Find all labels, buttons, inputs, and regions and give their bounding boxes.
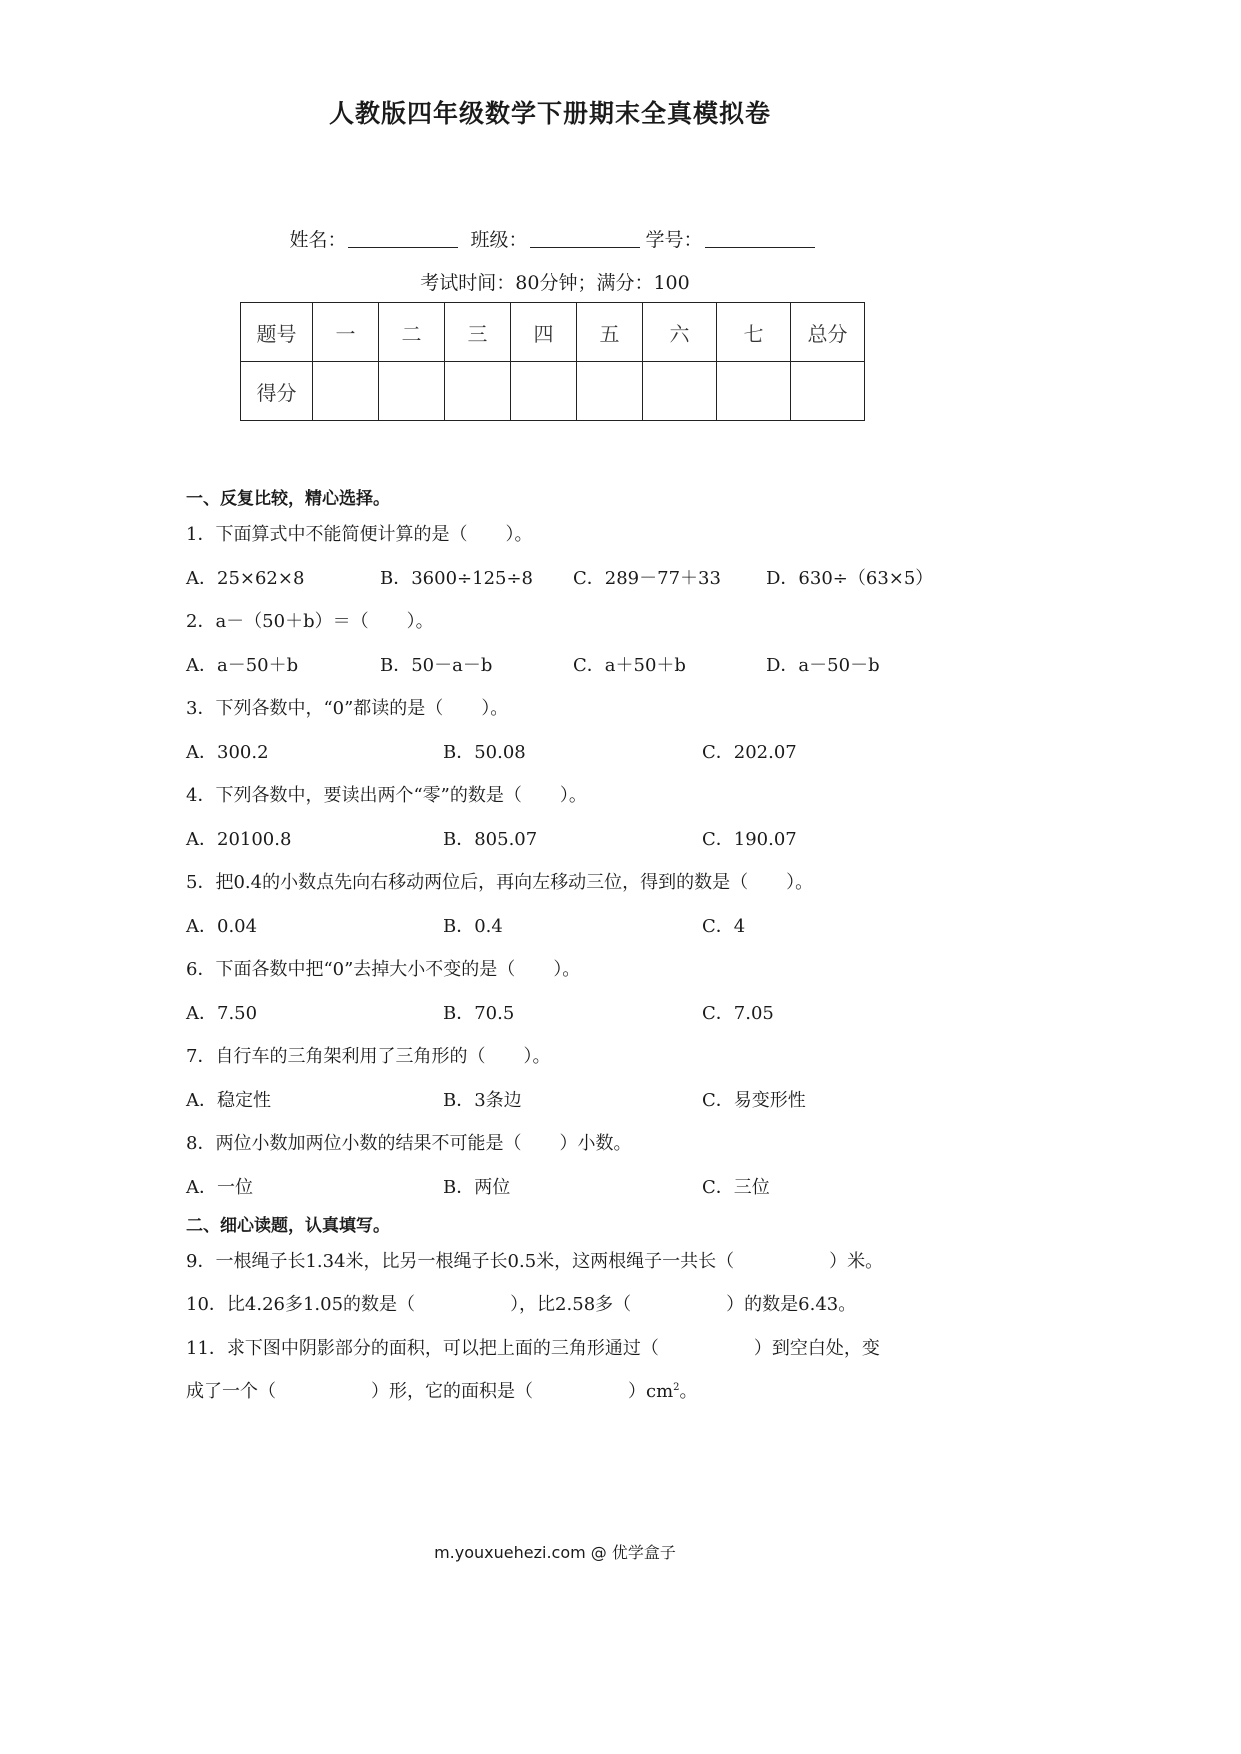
question-text: 4．下列各数中，要读出两个“零”的数是（: [186, 785, 522, 806]
option-b[interactable]: B．0.4: [443, 916, 503, 937]
score-cell[interactable]: [445, 362, 511, 421]
id-label: 学号：: [645, 229, 703, 251]
option-b[interactable]: B．50.08: [443, 742, 526, 763]
option-b[interactable]: B．两位: [443, 1177, 511, 1198]
question-6: [186, 955, 580, 981]
question-text: ）。: [553, 959, 581, 980]
option-c[interactable]: C．4: [702, 916, 746, 937]
question-text: ）cm: [628, 1381, 674, 1402]
score-header-cell: 三: [445, 303, 511, 362]
score-cell[interactable]: [717, 362, 791, 421]
option-c[interactable]: C．202.07: [702, 742, 797, 763]
section-2-title: 二、细心读题，认真填写。: [186, 1216, 390, 1236]
option-a[interactable]: A．稳定性: [186, 1090, 271, 1111]
score-cell[interactable]: [791, 362, 865, 421]
question-text: ）到空白处，变: [753, 1338, 880, 1359]
question-text: ）。: [786, 872, 814, 893]
option-a[interactable]: A．25×62×8: [186, 568, 305, 589]
question-text: 8．两位小数加两位小数的结果不可能是（: [186, 1133, 522, 1154]
option-d[interactable]: D．630÷（63×5）: [766, 568, 934, 589]
option-c[interactable]: C．三位: [702, 1177, 770, 1198]
question-5: [186, 868, 813, 894]
option-c[interactable]: C．a＋50＋b: [573, 655, 686, 676]
option-c[interactable]: C．190.07: [702, 829, 797, 850]
question-text: ）。: [523, 1046, 551, 1067]
exam-info: 考试时间：80分钟；满分：100: [420, 272, 690, 294]
option-c[interactable]: C．易变形性: [702, 1090, 806, 1111]
question-9: [186, 1247, 883, 1273]
id-blank[interactable]: [705, 227, 815, 248]
score-header-cell: 五: [577, 303, 643, 362]
question-text: ）形，它的面积是（: [371, 1381, 533, 1402]
question-text: ）。: [481, 698, 509, 719]
option-d[interactable]: D．a－50－b: [766, 655, 880, 676]
score-cell[interactable]: [511, 362, 577, 421]
score-header-cell: 一: [313, 303, 379, 362]
score-row-label: 得分: [241, 362, 313, 421]
question-text: ）。: [559, 785, 587, 806]
score-cell[interactable]: [379, 362, 445, 421]
superscript: 2: [673, 1382, 680, 1393]
question-text: 11．求下图中阴影部分的面积，可以把上面的三角形通过（: [186, 1338, 659, 1359]
score-header-cell: 六: [643, 303, 717, 362]
question-7: [186, 1042, 550, 1068]
name-blank[interactable]: [348, 227, 458, 248]
question-8: [186, 1129, 631, 1155]
question-text: 5．把0.4的小数点先向右移动两位后，再向左移动三位，得到的数是（: [186, 872, 749, 893]
option-a[interactable]: A．0.04: [186, 916, 258, 937]
question-2: [186, 607, 434, 633]
student-info-line: [0, 225, 1110, 252]
score-cell[interactable]: [643, 362, 717, 421]
class-blank[interactable]: [530, 227, 640, 248]
question-4: [186, 781, 587, 807]
option-a[interactable]: A．20100.8: [186, 829, 292, 850]
score-cell[interactable]: [577, 362, 643, 421]
page-title: 人教版四年级数学下册期末全真模拟卷: [328, 99, 771, 128]
question-text: ）。: [505, 524, 533, 545]
question-text: 成了一个（: [186, 1381, 276, 1402]
option-b[interactable]: B．70.5: [443, 1003, 515, 1024]
score-header-cell: 七: [717, 303, 791, 362]
option-b[interactable]: B．805.07: [443, 829, 538, 850]
score-header-cell: 总分: [791, 303, 865, 362]
option-a[interactable]: A．7.50: [186, 1003, 258, 1024]
score-table-header-row: [241, 303, 865, 362]
option-b[interactable]: B．3600÷125÷8: [380, 568, 534, 589]
question-3: [186, 694, 508, 720]
footer-watermark: m.youxuehezi.com @ 优学盒子: [434, 1543, 676, 1562]
question-text: 6．下面各数中把“0”去掉大小不变的是（: [186, 959, 516, 980]
question-1: [186, 520, 532, 546]
name-label: 姓名：: [289, 229, 347, 251]
question-text: ）小数。: [559, 1133, 632, 1154]
class-label: 班级：: [470, 229, 528, 251]
question-text: ）的数是6.43。: [726, 1294, 857, 1315]
question-text: 7．自行车的三角架利用了三角形的（: [186, 1046, 486, 1067]
option-b[interactable]: B．50－a－b: [380, 655, 493, 676]
section-1-title: 一、反复比较，精心选择。: [186, 489, 390, 509]
score-header-cell: 题号: [241, 303, 313, 362]
option-a[interactable]: A．a－50＋b: [186, 655, 299, 676]
question-text: 。: [679, 1381, 698, 1402]
option-c[interactable]: C．7.05: [702, 1003, 774, 1024]
question-11-line-2: [186, 1377, 698, 1403]
option-a[interactable]: A．300.2: [186, 742, 269, 763]
question-text: 10．比4.26多1.05的数是（: [186, 1294, 416, 1315]
question-text: 1．下面算式中不能简便计算的是（: [186, 524, 468, 545]
score-table: [240, 302, 865, 421]
score-header-cell: 二: [379, 303, 445, 362]
option-a[interactable]: A．一位: [186, 1177, 253, 1198]
question-text: ）。: [406, 611, 434, 632]
score-table-score-row: [241, 362, 865, 421]
option-b[interactable]: B．3条边: [443, 1090, 522, 1111]
question-text: ），比2.58多（: [510, 1294, 632, 1315]
question-11: [186, 1334, 880, 1360]
score-header-cell: 四: [511, 303, 577, 362]
question-text: 3．下列各数中，“0”都读的是（: [186, 698, 444, 719]
question-text: 9．一根绳子长1.34米，比另一根绳子长0.5米，这两根绳子一共长（: [186, 1251, 735, 1272]
question-text: ）米。: [829, 1251, 884, 1272]
option-c[interactable]: C．289－77＋33: [573, 568, 721, 589]
question-10: [186, 1290, 856, 1316]
score-cell[interactable]: [313, 362, 379, 421]
question-text: 2．a－（50＋b）＝（: [186, 611, 369, 632]
